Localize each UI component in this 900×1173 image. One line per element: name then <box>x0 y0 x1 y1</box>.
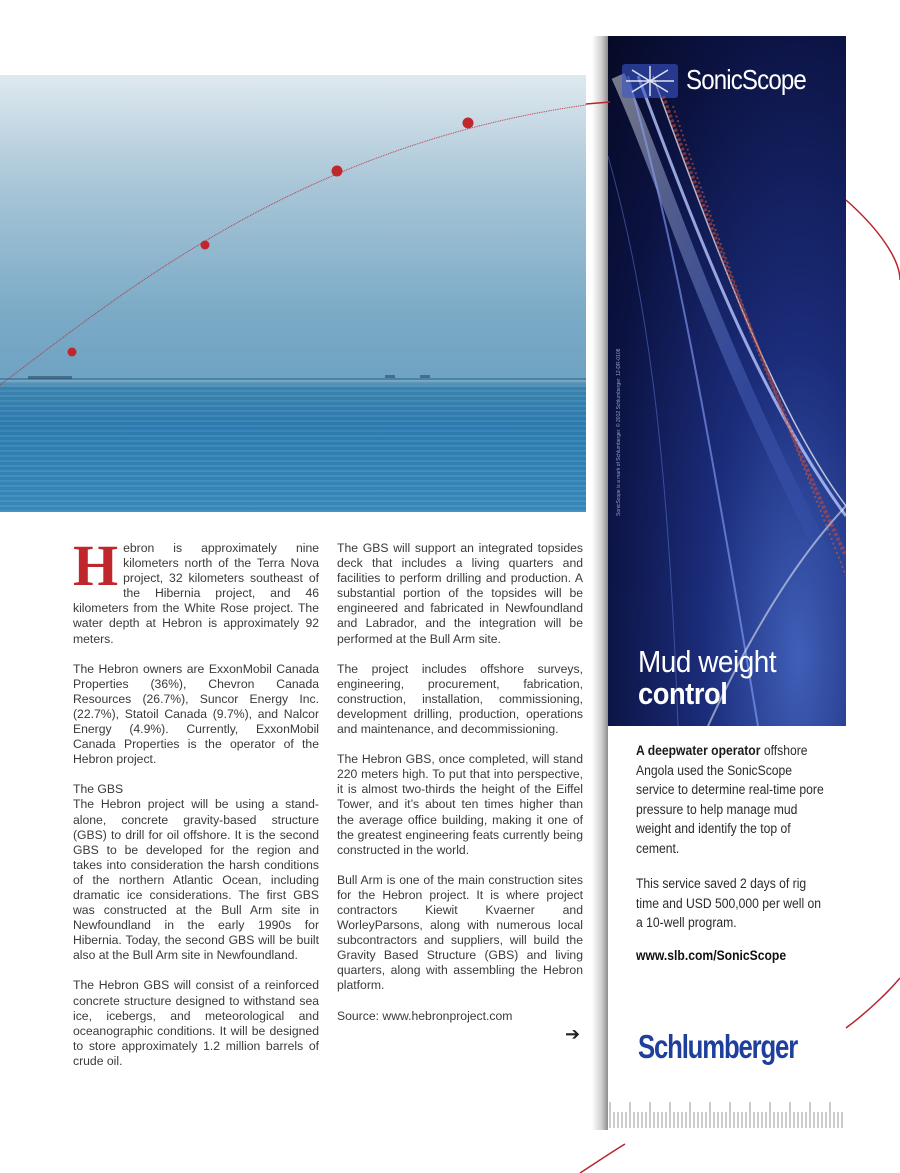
distant-ship <box>28 376 72 379</box>
trajectory-graphic <box>0 75 586 512</box>
paragraph-height: The Hebron GBS, once completed, will stand 220 meters high. To put that into perspective, it is almost two-thirds the height of the Eiffel Tower, and it’s about ten times higher than the average office building, making it one of the greatest engineering feats currently being constructed in the world. <box>337 752 583 857</box>
intro-text: ebron is approximately nine kilometers north of the Terra Nova project, 32 kilometers southeast of the Hibernia project, and 46 kilometers from the White Rose project. The water depth at Hebron is approximately 92 meters. <box>73 541 319 646</box>
ad-page-fold-shadow <box>592 36 608 1130</box>
section-heading-gbs: The GBS <box>73 782 124 797</box>
trajectory-dot <box>332 166 343 177</box>
ad-body-lead: A deepwater operator <box>636 743 761 758</box>
article-column-right <box>337 541 583 1039</box>
trajectory-curve <box>0 105 586 385</box>
ad-url-link[interactable]: www.slb.com/SonicScope <box>636 948 787 963</box>
ad-body-copy <box>636 741 830 858</box>
trajectory-dot <box>463 118 474 129</box>
ad-copy-panel <box>608 726 846 1130</box>
ad-body-rest: offshore Angola used the SonicScope service to determine real-time pore pressure to help manage mud weight and identify the top of cement. <box>636 743 824 856</box>
ad-headline-line1: Mud weight <box>638 644 777 679</box>
paragraph-intro <box>73 533 319 647</box>
ad-background-art <box>608 36 846 726</box>
ad-brand-name: SonicScope <box>686 64 806 95</box>
distant-ship <box>420 375 430 378</box>
ad-visual <box>608 36 846 726</box>
hero-ocean-photo <box>0 75 586 512</box>
paragraph-owners: The Hebron owners are ExxonMobil Canada Properties (36%), Chevron Canada Resources (26.7%), Suncor Energy Inc. (22.7%), Statoil Canada (9.7%), and Nalcor Energy (4.9%). Currently, ExxonMobil Canada Properties is the operator of the Hebron project. <box>73 661 319 767</box>
paragraph-bull-arm: Bull Arm is one of the main construction sites for the Hebron project. It is where project contractors Kiewit Kvaerner and WorleyParsons, along with numerous local subcontractors and suppliers, will build the Gravity Based Structure (GBS) and living quarters, along with assembling the Hebron platform. <box>337 872 583 993</box>
drop-cap: H <box>73 533 119 598</box>
paragraph-topsides: The GBS will support an integrated topsides deck that includes a living quarters and facilities to perform drilling and production. A substantial portion of the topsides will be engineered and fabricated in Newfoundland and Labrador, and the integration will be performed at the Bull Arm site. <box>337 541 583 646</box>
ad-legal-text: SonicScope is a mark of Schlumberger. © 2012 Schlumberger. 12-DR-0108 <box>616 348 622 516</box>
schlumberger-logo: Schlumberger <box>638 1028 798 1065</box>
distant-ship <box>385 375 395 378</box>
source-credit: Source: www.hebronproject.com <box>337 1008 513 1023</box>
continue-arrow-icon: ➔ <box>565 1024 581 1044</box>
ad-headline-line2: control <box>638 676 728 711</box>
paragraph-scope: The project includes offshore surveys, engineering, procurement, fabrication, construction, installation, commissioning, development drilling, production, operations and maintenance, and decommissioning. <box>337 661 583 737</box>
trajectory-dot <box>68 348 77 357</box>
article-column-left <box>73 533 319 1084</box>
trajectory-dot <box>201 241 210 250</box>
paragraph-structure: The Hebron GBS will consist of a reinforced concrete structure designed to withstand sea ice, icebergs, and meteorological and oceanographic conditions. It will be designed to store approximately 1.2 million barrels of crude oil. <box>73 978 319 1068</box>
paragraph-gbs: The Hebron project will be using a stand-alone, concrete gravity-based structure (GBS) to drill for oil offshore. It is the second GBS to be developed for the region and takes into consideration the harsh conditions of the northern Atlantic Ocean, including dramatic ice considerations. The first GBS was constructed at the Bull Arm site in Newfoundland in the early 1990s for Hibernia. Today, the second GBS will be built also at the Bull Arm site in Newfoundland. <box>73 797 319 963</box>
ad-ruler-graphic <box>608 1094 846 1130</box>
ad-savings-copy: This service saved 2 days of rig time and USD 500,000 per well on a 10-well program. <box>636 876 822 930</box>
